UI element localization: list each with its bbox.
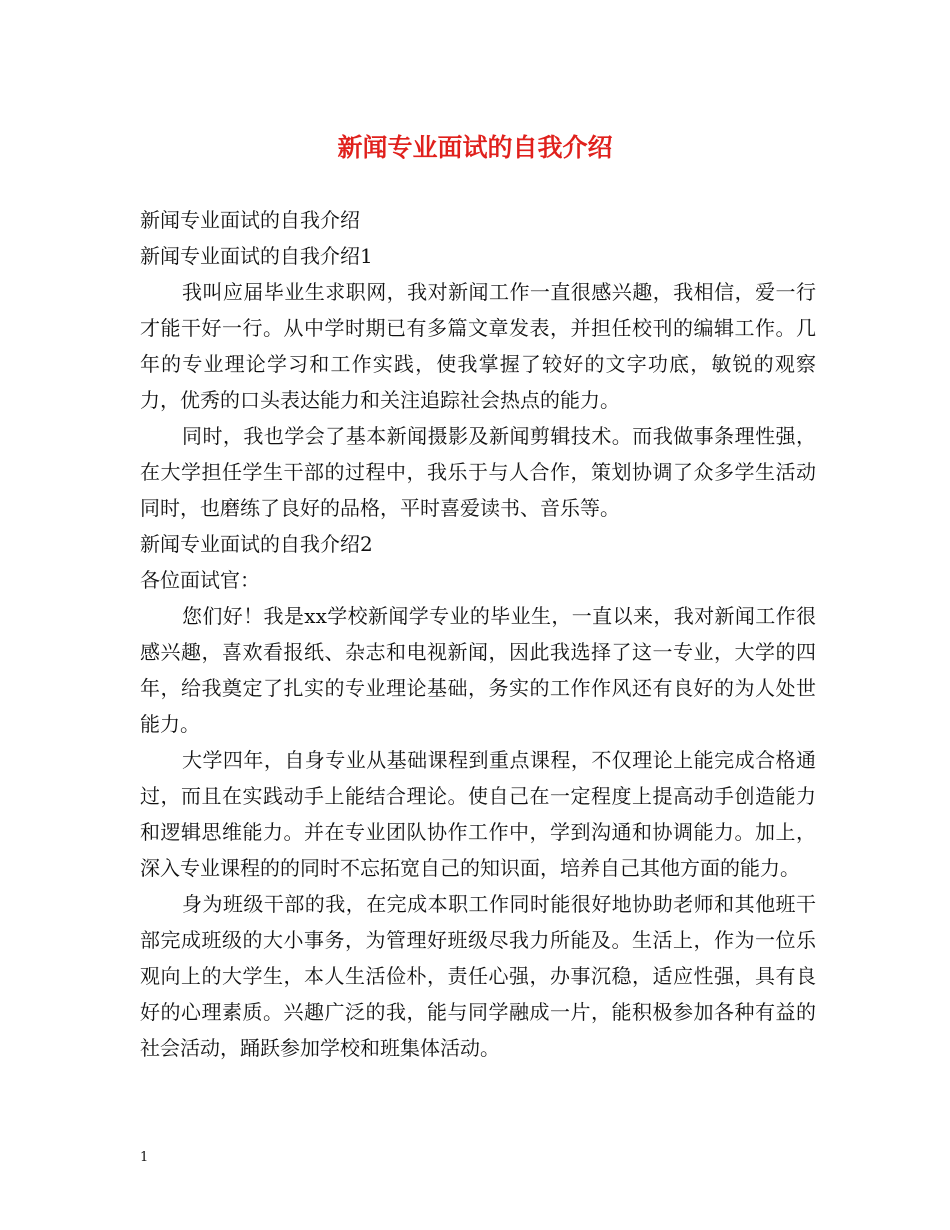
section2-paragraph-1: 您们好！我是xx学校新闻学专业的毕业生，一直以来，我对新闻工作很感兴趣，喜欢看报纸、杂志和电视新闻，因此我选择了这一专业，大学的四年，给我奠定了扎实的专业理论基础，务实的工作作风还有良好的为人处世能力。: [140, 604, 816, 736]
section2-paragraph-3: 身为班级干部的我，在完成本职工作同时能很好地协助老师和其他班干部完成班级的大小事务，为管理好班级尽我力所能及。生活上，作为一位乐观向上的大学生，本人生活俭朴，责任心强，办事沉稳，适应性强，具有良好的心理素质。兴趣广泛的我，能与同学融成一片，能积极参加各种有益的社会活动，踊跃参加学校和班集体活动。: [140, 892, 816, 1060]
document-title: 新闻专业面试的自我介绍: [337, 133, 613, 162]
section1-paragraph-2: 同时，我也学会了基本新闻摄影及新闻剪辑技术。而我做事条理性强，在大学担任学生干部的过程中，我乐于与人合作，策划协调了众多学生活动同时，也磨练了良好的品格，平时喜爱读书、音乐等。: [140, 424, 816, 520]
main-heading: 新闻专业面试的自我介绍: [140, 208, 360, 232]
page-number: 1: [140, 1150, 149, 1165]
section2-paragraph-2: 大学四年，自身专业从基础课程到重点课程，不仅理论上能完成合格通过，而且在实践动手上能结合理论。使自己在一定程度上提高动手创造能力和逻辑思维能力。并在专业团队协作工作中，学到沟通和协调能力。加上，深入专业课程的的同时不忘拓宽自己的知识面，培养自己其他方面的能力。: [140, 748, 816, 880]
section1-heading: 新闻专业面试的自我介绍1: [140, 244, 373, 268]
document-body: [140, 202, 816, 1066]
section2-salutation: 各位面试官：: [140, 568, 260, 592]
section2-heading: 新闻专业面试的自我介绍2: [140, 532, 373, 556]
section1-paragraph-1: 我叫应届毕业生求职网，我对新闻工作一直很感兴趣，我相信，爱一行才能干好一行。从中学时期已有多篇文章发表，并担任校刊的编辑工作。几年的专业理论学习和工作实践，使我掌握了较好的文字功底，敏锐的观察力，优秀的口头表达能力和关注追踪社会热点的能力。: [140, 280, 816, 412]
